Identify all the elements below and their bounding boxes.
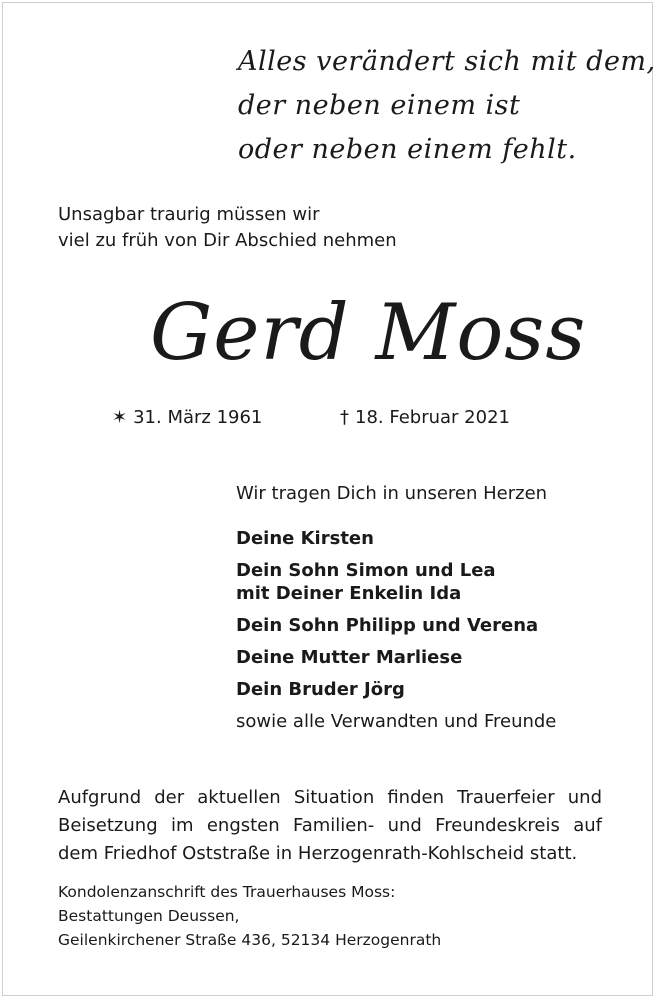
condolence-address — [58, 880, 441, 952]
quote-line-2: der neben einem ist — [238, 90, 521, 121]
deceased-name: Gerd Moss — [150, 288, 587, 378]
intro-text — [58, 202, 397, 254]
death-date-line — [340, 405, 510, 431]
family-block — [236, 482, 556, 733]
family-member: Dein Sohn Philipp und Verena — [236, 615, 539, 636]
family-member: Dein Sohn Simon und Lea — [236, 560, 496, 581]
family-member: Dein Bruder Jörg — [236, 679, 405, 700]
memorial-quote — [238, 40, 656, 172]
family-heading: Wir tragen Dich in unseren Herzen — [236, 483, 548, 504]
quote-line-3: oder neben einem fehlt. — [238, 134, 577, 165]
funeral-notice: Aufgrund der aktuellen Situation finden Trauerfeier und Beisetzung im engsten Familien- und Freundeskreis auf dem Friedhof Oststraße in Herzogenrath-Kohlscheid statt. — [58, 787, 602, 864]
birth-date-line — [112, 405, 262, 431]
family-closing: sowie alle Verwandten und Freunde — [236, 711, 557, 732]
death-date: 18. Februar 2021 — [355, 407, 510, 428]
address-line-3: Geilenkirchener Straße 436, 52134 Herzogenrath — [58, 931, 442, 949]
family-member: Deine Kirsten — [236, 528, 374, 549]
family-member: Deine Mutter Marliese — [236, 647, 463, 668]
address-line-1: Kondolenzanschrift des Trauerhauses Moss: — [58, 883, 396, 901]
cross-icon: † — [340, 407, 349, 428]
birth-date: 31. März 1961 — [133, 407, 263, 428]
family-member: mit Deiner Enkelin Ida — [236, 583, 462, 604]
intro-line-1: Unsagbar traurig müssen wir — [58, 204, 320, 225]
quote-line-1: Alles verändert sich mit dem, — [238, 46, 656, 77]
intro-line-2: viel zu früh von Dir Abschied nehmen — [58, 230, 397, 251]
address-line-2: Bestattungen Deussen, — [58, 907, 240, 925]
star-icon: ✶ — [112, 407, 128, 428]
